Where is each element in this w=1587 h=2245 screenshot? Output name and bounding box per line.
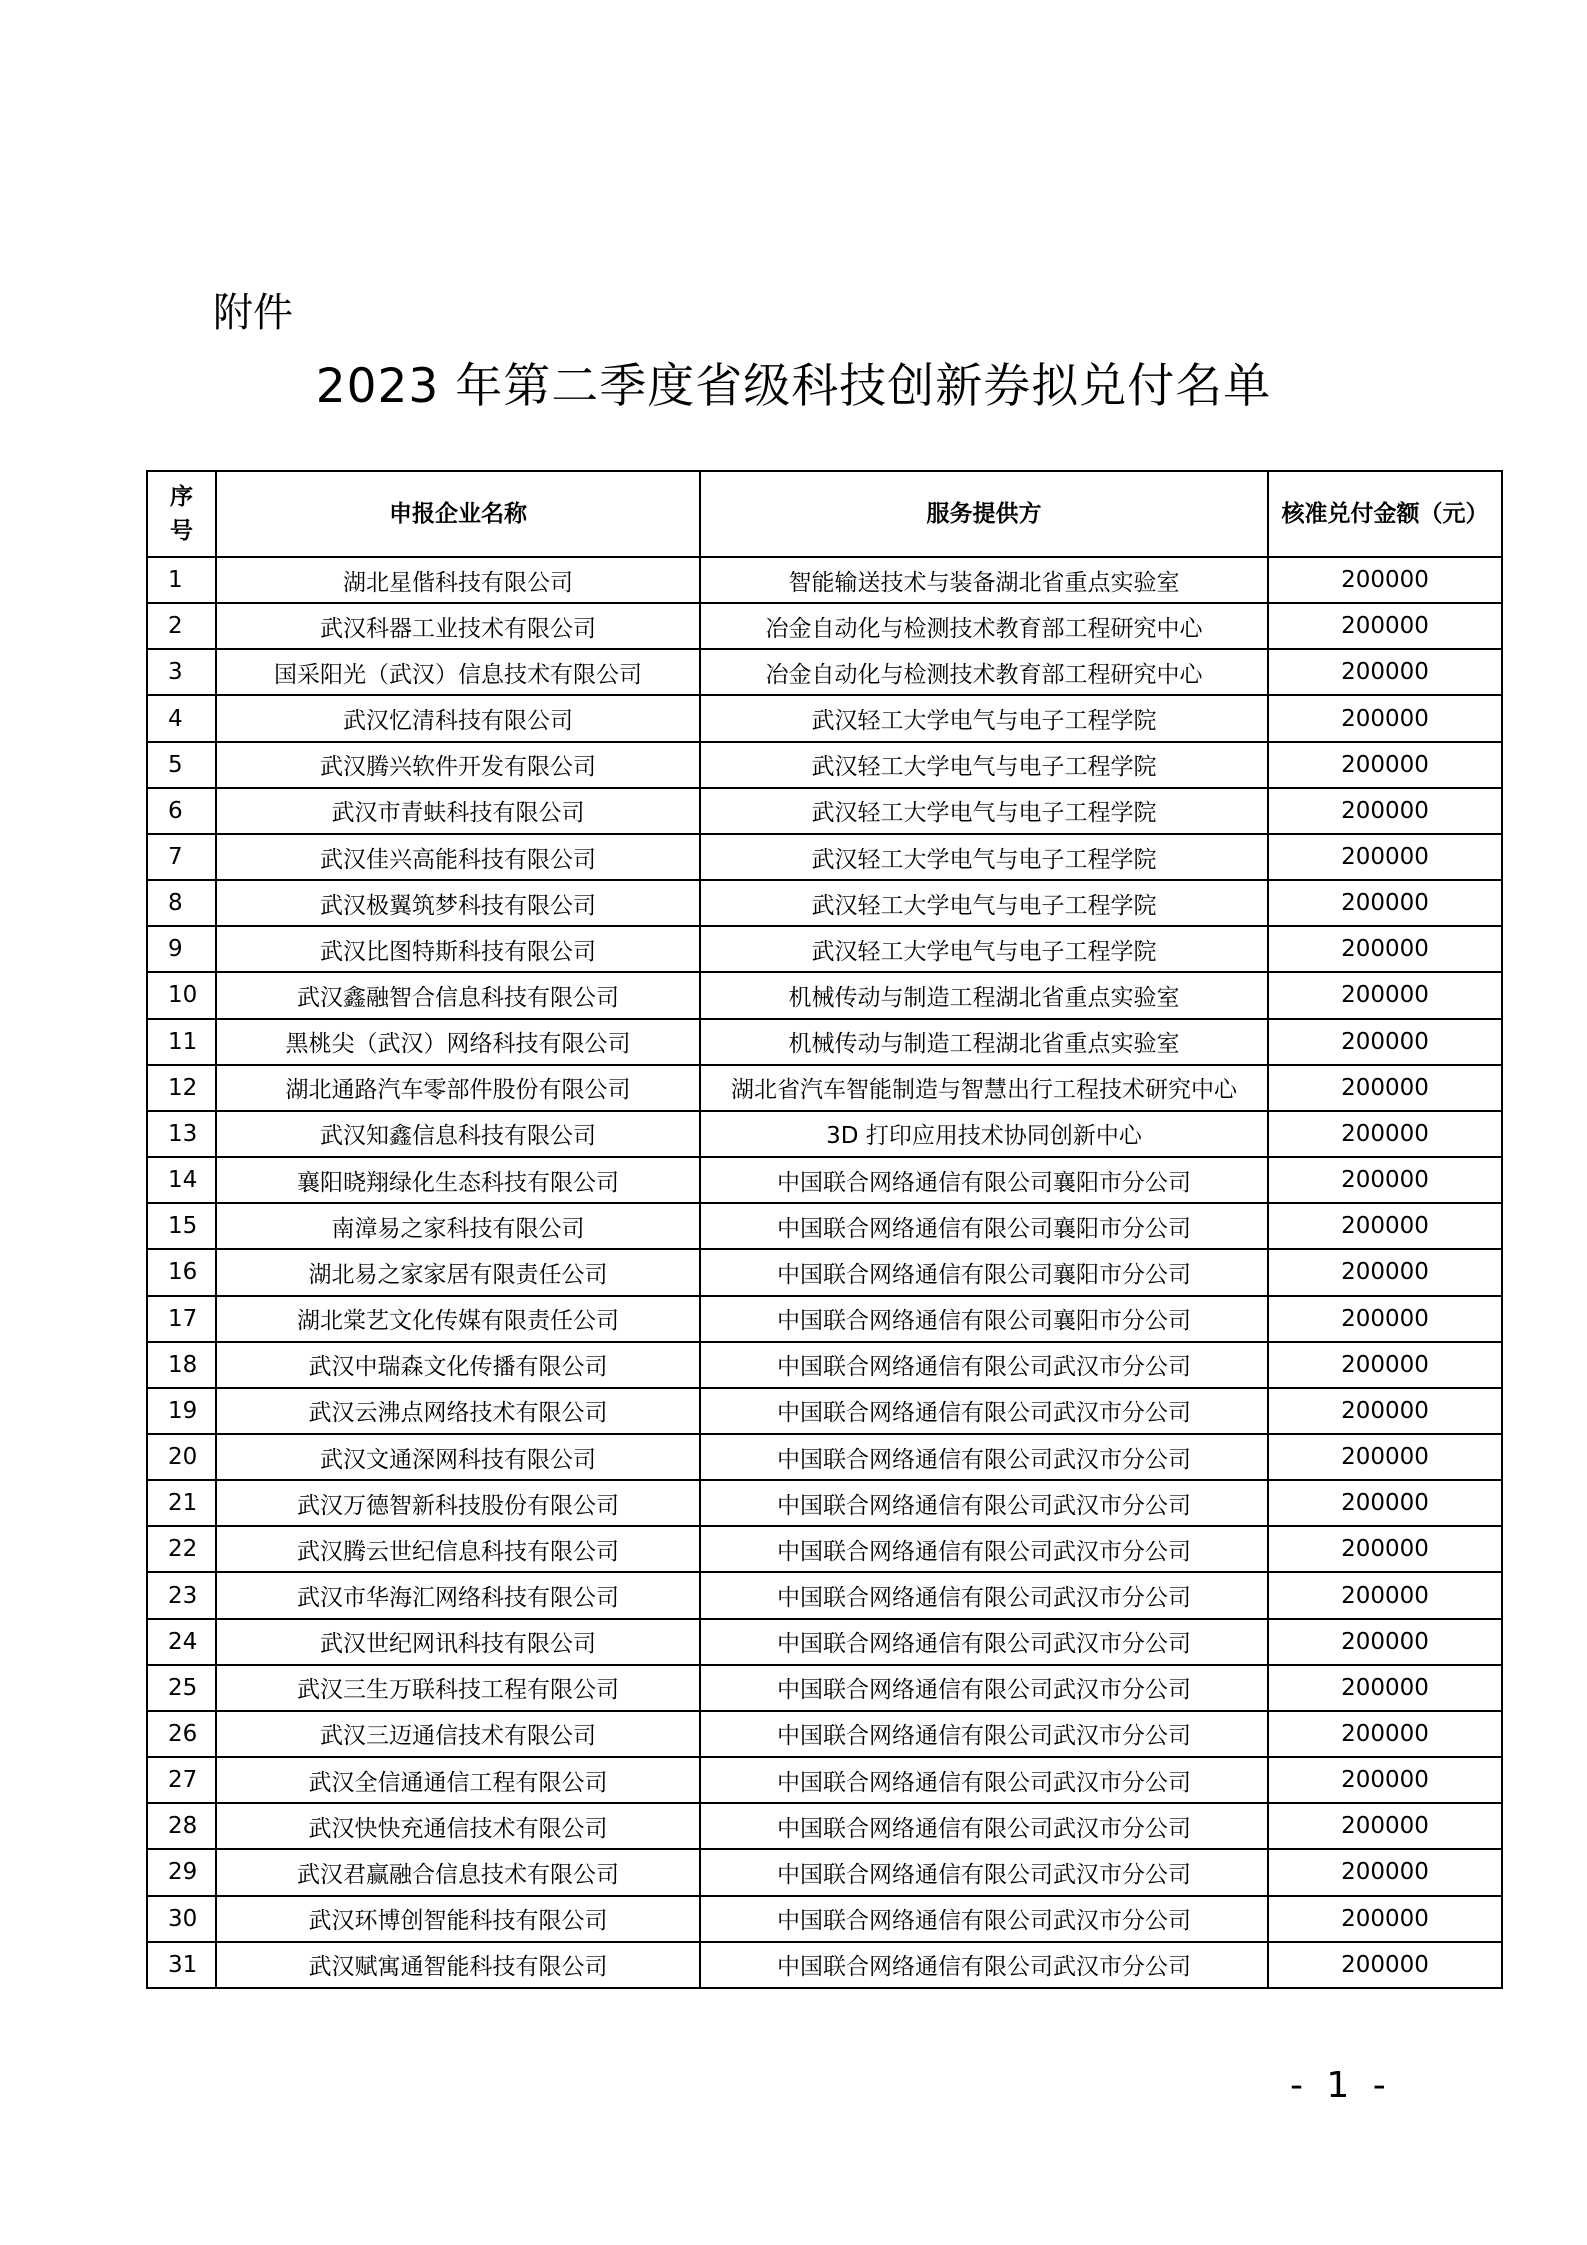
provider-cell: 机械传动与制造工程湖北省重点实验室 (700, 972, 1268, 1018)
provider-cell: 中国联合网络通信有限公司武汉市分公司 (700, 1665, 1268, 1711)
table-row (147, 1249, 1502, 1295)
provider-cell: 中国联合网络通信有限公司武汉市分公司 (700, 1342, 1268, 1388)
table-row (147, 1526, 1502, 1572)
amount-cell: 200000 (1268, 1480, 1502, 1526)
amount-cell: 200000 (1268, 557, 1502, 603)
seq-cell: 25 (147, 1665, 216, 1711)
provider-cell: 中国联合网络通信有限公司武汉市分公司 (700, 1526, 1268, 1572)
company-cell: 湖北易之家家居有限责任公司 (216, 1249, 700, 1295)
provider-cell: 中国联合网络通信有限公司武汉市分公司 (700, 1757, 1268, 1803)
provider-cell: 武汉轻工大学电气与电子工程学院 (700, 834, 1268, 880)
table-row (147, 926, 1502, 972)
company-cell: 武汉知鑫信息科技有限公司 (216, 1111, 700, 1157)
amount-cell: 200000 (1268, 1757, 1502, 1803)
table-row (147, 880, 1502, 926)
provider-cell: 智能输送技术与装备湖北省重点实验室 (700, 557, 1268, 603)
company-cell: 武汉市华海汇网络科技有限公司 (216, 1572, 700, 1618)
seq-cell: 7 (147, 834, 216, 880)
seq-cell: 15 (147, 1203, 216, 1249)
provider-cell: 中国联合网络通信有限公司武汉市分公司 (700, 1434, 1268, 1480)
provider-cell: 机械传动与制造工程湖北省重点实验室 (700, 1019, 1268, 1065)
amount-cell: 200000 (1268, 742, 1502, 788)
table-row (147, 742, 1502, 788)
seq-cell: 24 (147, 1619, 216, 1665)
seq-cell: 18 (147, 1342, 216, 1388)
provider-cell: 中国联合网络通信有限公司武汉市分公司 (700, 1849, 1268, 1895)
provider-cell: 中国联合网络通信有限公司襄阳市分公司 (700, 1157, 1268, 1203)
amount-cell: 200000 (1268, 926, 1502, 972)
amount-cell: 200000 (1268, 1711, 1502, 1757)
amount-cell: 200000 (1268, 1065, 1502, 1111)
provider-cell: 武汉轻工大学电气与电子工程学院 (700, 926, 1268, 972)
seq-cell: 29 (147, 1849, 216, 1895)
seq-cell: 13 (147, 1111, 216, 1157)
table-row (147, 1942, 1502, 1988)
table-row (147, 649, 1502, 695)
seq-cell: 23 (147, 1572, 216, 1618)
company-cell: 湖北棠艺文化传媒有限责任公司 (216, 1296, 700, 1342)
provider-cell: 中国联合网络通信有限公司武汉市分公司 (700, 1388, 1268, 1434)
company-cell: 武汉三迈通信技术有限公司 (216, 1711, 700, 1757)
table-row (147, 834, 1502, 880)
table-row (147, 1849, 1502, 1895)
seq-cell: 19 (147, 1388, 216, 1434)
company-cell: 武汉鑫融智合信息科技有限公司 (216, 972, 700, 1018)
table-row (147, 1111, 1502, 1157)
company-cell: 黑桃尖（武汉）网络科技有限公司 (216, 1019, 700, 1065)
header-seq (147, 471, 216, 557)
table-row (147, 603, 1502, 649)
provider-cell: 武汉轻工大学电气与电子工程学院 (700, 880, 1268, 926)
amount-cell: 200000 (1268, 1665, 1502, 1711)
amount-cell: 200000 (1268, 603, 1502, 649)
provider-cell: 中国联合网络通信有限公司襄阳市分公司 (700, 1249, 1268, 1295)
amount-cell: 200000 (1268, 1619, 1502, 1665)
amount-cell: 200000 (1268, 1803, 1502, 1849)
company-cell: 武汉中瑞森文化传播有限公司 (216, 1342, 700, 1388)
company-cell: 武汉世纪网讯科技有限公司 (216, 1619, 700, 1665)
provider-cell: 3D 打印应用技术协同创新中心 (700, 1111, 1268, 1157)
table-row (147, 1665, 1502, 1711)
company-cell: 武汉市青蚨科技有限公司 (216, 788, 700, 834)
amount-cell: 200000 (1268, 1526, 1502, 1572)
company-cell: 武汉云沸点网络技术有限公司 (216, 1388, 700, 1434)
amount-cell: 200000 (1268, 1896, 1502, 1942)
table-row (147, 1342, 1502, 1388)
company-cell: 武汉快快充通信技术有限公司 (216, 1803, 700, 1849)
table-row (147, 972, 1502, 1018)
provider-cell: 中国联合网络通信有限公司武汉市分公司 (700, 1942, 1268, 1988)
company-cell: 武汉腾兴软件开发有限公司 (216, 742, 700, 788)
company-cell: 湖北星偕科技有限公司 (216, 557, 700, 603)
company-cell: 武汉君赢融合信息技术有限公司 (216, 1849, 700, 1895)
amount-cell: 200000 (1268, 1388, 1502, 1434)
table-row (147, 788, 1502, 834)
provider-cell: 中国联合网络通信有限公司武汉市分公司 (700, 1572, 1268, 1618)
seq-cell: 1 (147, 557, 216, 603)
table-row (147, 1296, 1502, 1342)
amount-cell: 200000 (1268, 1942, 1502, 1988)
company-cell: 南漳易之家科技有限公司 (216, 1203, 700, 1249)
table-row (147, 1203, 1502, 1249)
seq-cell: 20 (147, 1434, 216, 1480)
seq-cell: 26 (147, 1711, 216, 1757)
amount-cell: 200000 (1268, 972, 1502, 1018)
provider-cell: 中国联合网络通信有限公司襄阳市分公司 (700, 1296, 1268, 1342)
amount-cell: 200000 (1268, 1296, 1502, 1342)
amount-cell: 200000 (1268, 695, 1502, 741)
company-cell: 武汉科器工业技术有限公司 (216, 603, 700, 649)
company-cell: 武汉全信通通信工程有限公司 (216, 1757, 700, 1803)
header-seq-bottom: 号 (170, 518, 193, 544)
seq-cell: 5 (147, 742, 216, 788)
seq-cell: 27 (147, 1757, 216, 1803)
table-row (147, 1619, 1502, 1665)
seq-cell: 12 (147, 1065, 216, 1111)
amount-cell: 200000 (1268, 1111, 1502, 1157)
company-cell: 武汉佳兴高能科技有限公司 (216, 834, 700, 880)
table-row (147, 1480, 1502, 1526)
amount-cell: 200000 (1268, 1849, 1502, 1895)
company-cell: 武汉环博创智能科技有限公司 (216, 1896, 700, 1942)
table-row (147, 1434, 1502, 1480)
company-cell: 武汉腾云世纪信息科技有限公司 (216, 1526, 700, 1572)
seq-cell: 21 (147, 1480, 216, 1526)
seq-cell: 4 (147, 695, 216, 741)
seq-cell: 9 (147, 926, 216, 972)
table-body (147, 557, 1502, 1988)
provider-cell: 中国联合网络通信有限公司武汉市分公司 (700, 1619, 1268, 1665)
provider-cell: 冶金自动化与检测技术教育部工程研究中心 (700, 649, 1268, 695)
company-cell: 湖北通路汽车零部件股份有限公司 (216, 1065, 700, 1111)
company-cell: 武汉万德智新科技股份有限公司 (216, 1480, 700, 1526)
company-cell: 武汉比图特斯科技有限公司 (216, 926, 700, 972)
amount-cell: 200000 (1268, 834, 1502, 880)
amount-cell: 200000 (1268, 788, 1502, 834)
provider-cell: 武汉轻工大学电气与电子工程学院 (700, 788, 1268, 834)
table-row (147, 1711, 1502, 1757)
company-cell: 武汉忆清科技有限公司 (216, 695, 700, 741)
provider-cell: 中国联合网络通信有限公司武汉市分公司 (700, 1480, 1268, 1526)
table-row (147, 1572, 1502, 1618)
amount-cell: 200000 (1268, 1157, 1502, 1203)
amount-cell: 200000 (1268, 1019, 1502, 1065)
amount-cell: 200000 (1268, 880, 1502, 926)
seq-cell: 16 (147, 1249, 216, 1295)
table-row (147, 1757, 1502, 1803)
provider-cell: 中国联合网络通信有限公司襄阳市分公司 (700, 1203, 1268, 1249)
company-cell: 武汉文通深网科技有限公司 (216, 1434, 700, 1480)
seq-cell: 8 (147, 880, 216, 926)
seq-cell: 31 (147, 1942, 216, 1988)
header-amount: 核准兑付金额（元） (1268, 471, 1502, 557)
provider-cell: 武汉轻工大学电气与电子工程学院 (700, 695, 1268, 741)
table-header-row (147, 471, 1502, 557)
company-cell: 襄阳晓翔绿化生态科技有限公司 (216, 1157, 700, 1203)
table-row (147, 695, 1502, 741)
amount-cell: 200000 (1268, 1249, 1502, 1295)
amount-cell: 200000 (1268, 1203, 1502, 1249)
header-company: 申报企业名称 (216, 471, 700, 557)
seq-cell: 10 (147, 972, 216, 1018)
header-provider: 服务提供方 (700, 471, 1268, 557)
company-cell: 武汉赋寓通智能科技有限公司 (216, 1942, 700, 1988)
table-row (147, 1065, 1502, 1111)
company-cell: 武汉极翼筑梦科技有限公司 (216, 880, 700, 926)
amount-cell: 200000 (1268, 1572, 1502, 1618)
provider-cell: 中国联合网络通信有限公司武汉市分公司 (700, 1711, 1268, 1757)
seq-cell: 22 (147, 1526, 216, 1572)
amount-cell: 200000 (1268, 649, 1502, 695)
provider-cell: 中国联合网络通信有限公司武汉市分公司 (700, 1896, 1268, 1942)
page-number: - 1 - (1290, 2065, 1392, 2106)
table-row (147, 557, 1502, 603)
seq-cell: 17 (147, 1296, 216, 1342)
header-seq-top: 序 (170, 484, 193, 510)
attachment-label: 附件 (213, 290, 293, 336)
seq-cell: 14 (147, 1157, 216, 1203)
table-row (147, 1157, 1502, 1203)
provider-cell: 中国联合网络通信有限公司武汉市分公司 (700, 1803, 1268, 1849)
company-cell: 武汉三生万联科技工程有限公司 (216, 1665, 700, 1711)
seq-cell: 3 (147, 649, 216, 695)
provider-cell: 武汉轻工大学电气与电子工程学院 (700, 742, 1268, 788)
voucher-table (146, 470, 1503, 1989)
seq-cell: 2 (147, 603, 216, 649)
document-title: 2023 年第二季度省级科技创新券拟兑付名单 (315, 359, 1272, 414)
provider-cell: 冶金自动化与检测技术教育部工程研究中心 (700, 603, 1268, 649)
table-row (147, 1803, 1502, 1849)
amount-cell: 200000 (1268, 1342, 1502, 1388)
seq-cell: 11 (147, 1019, 216, 1065)
seq-cell: 6 (147, 788, 216, 834)
amount-cell: 200000 (1268, 1434, 1502, 1480)
company-cell: 国采阳光（武汉）信息技术有限公司 (216, 649, 700, 695)
seq-cell: 30 (147, 1896, 216, 1942)
seq-cell: 28 (147, 1803, 216, 1849)
table-row (147, 1896, 1502, 1942)
provider-cell: 湖北省汽车智能制造与智慧出行工程技术研究中心 (700, 1065, 1268, 1111)
table-row (147, 1388, 1502, 1434)
table-row (147, 1019, 1502, 1065)
